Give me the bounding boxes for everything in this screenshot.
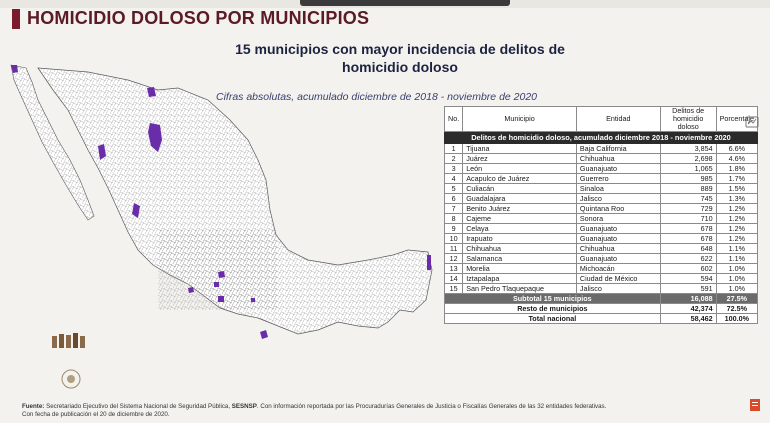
footer-sesnsp: SESNSP [231,403,257,410]
cell-delitos: 678 [660,224,716,234]
irapuato-highlight [214,282,219,287]
subtotal-row [445,294,758,304]
table-row [445,244,758,254]
table-caption: Delitos de homicidio doloso, acumulado diciembre 2018 - noviembre 2020 [445,132,758,144]
table-row [445,204,758,214]
resto-pct: 72.5% [716,304,757,314]
cell-no: 14 [445,274,463,284]
footer-line-1 [22,403,722,411]
cell-no: 10 [445,234,463,244]
cell-entidad: Guanajuato [576,254,660,264]
cell-pct: 1.2% [716,234,757,244]
col-header-porcentaje: Porcentaje [716,107,757,132]
col-header-delitos: Delitos de homicidio doloso [660,107,716,132]
cell-entidad: Guerrero [576,174,660,184]
cell-entidad: Guanajuato [576,224,660,234]
total-delitos: 58,462 [660,314,716,324]
cell-entidad: Guanajuato [576,164,660,174]
cell-delitos: 594 [660,274,716,284]
cell-municipio: Irapuato [463,234,577,244]
table-row [445,254,758,264]
total-pct: 100.0% [716,314,757,324]
subtitle-line-2: homicidio doloso [342,59,458,75]
cell-entidad: Chihuahua [576,244,660,254]
government-logo-icon [50,330,90,350]
cell-delitos: 2,698 [660,154,716,164]
cell-pct: 1.2% [716,224,757,234]
cell-entidad: Jalisco [576,194,660,204]
table-row [445,274,758,284]
morelia-highlight [218,296,224,302]
cell-pct: 1.7% [716,174,757,184]
title-accent-bar [12,9,20,29]
table-row [445,174,758,184]
cell-delitos: 985 [660,174,716,184]
cell-municipio: Cajeme [463,214,577,224]
source-footer [22,403,722,419]
cell-pct: 4.6% [716,154,757,164]
table-row [445,214,758,224]
homicide-table-container [444,106,758,324]
cell-municipio: Culiacán [463,184,577,194]
cell-pct: 1.0% [716,284,757,294]
cell-delitos: 678 [660,234,716,244]
cell-entidad: Baja California [576,144,660,154]
cell-entidad: Jalisco [576,284,660,294]
cell-delitos: 710 [660,214,716,224]
cell-municipio: San Pedro Tlaquepaque [463,284,577,294]
cell-pct: 1.5% [716,184,757,194]
cell-delitos: 648 [660,244,716,254]
top-bar [0,0,770,8]
cell-municipio: Juárez [463,154,577,164]
cell-no: 3 [445,164,463,174]
resto-row [445,304,758,314]
cell-delitos: 3,854 [660,144,716,154]
cell-delitos: 745 [660,194,716,204]
cell-delitos: 1,065 [660,164,716,174]
cell-delitos: 889 [660,184,716,194]
document-icon [748,398,762,412]
cell-municipio: León [463,164,577,174]
subtotal-pct: 27.5% [716,294,757,304]
footer-fuente-rest: . Con información reportada por las Procuradurías Generales de Justicia o Fiscalías Generales de las 32 entidades federativas. [256,403,607,410]
table-row [445,164,758,174]
guadalajara-highlight [188,287,194,293]
table-row [445,194,758,204]
cell-no: 15 [445,284,463,294]
cell-no: 8 [445,214,463,224]
cell-delitos: 729 [660,204,716,214]
cell-municipio: Salamanca [463,254,577,264]
iztapalapa-highlight [251,298,255,302]
national-seal-icon [60,368,82,390]
cell-no: 9 [445,224,463,234]
subtotal-label: Subtotal 15 municipios [445,294,661,304]
cell-no: 1 [445,144,463,154]
subtitle-line-1: 15 municipios con mayor incidencia de delitos de [235,41,565,57]
cell-no: 5 [445,184,463,194]
cell-municipio: Acapulco de Juárez [463,174,577,184]
table-row [445,154,758,164]
cell-pct: 6.6% [716,144,757,154]
table-row [445,224,758,234]
cell-entidad: Sonora [576,214,660,224]
resto-label: Resto de municipios [445,304,661,314]
cell-entidad: Guanajuato [576,234,660,244]
benito-juarez-highlight [427,255,431,270]
total-row [445,314,758,324]
col-header-entidad: Entidad [576,107,660,132]
cell-delitos: 602 [660,264,716,274]
cell-municipio: Morelia [463,264,577,274]
cell-entidad: Sinaloa [576,184,660,194]
table-row [445,234,758,244]
cell-pct: 1.0% [716,264,757,274]
cell-no: 6 [445,194,463,204]
table-row [445,144,758,154]
acapulco-highlight [260,330,268,339]
total-label: Total nacional [445,314,661,324]
cell-municipio: Chihuahua [463,244,577,254]
footer-fuente-text: Secretariado Ejecutivo del Sistema Nacional de Seguridad Pública, [44,403,232,410]
cell-pct: 1.1% [716,254,757,264]
cell-municipio: Iztapalapa [463,274,577,284]
cell-no: 4 [445,174,463,184]
cell-entidad: Quintana Roo [576,204,660,214]
cell-delitos: 622 [660,254,716,264]
table-row [445,284,758,294]
footer-date: Con fecha de publicación el 20 de diciembre de 2020. [22,411,170,418]
homicide-table [444,106,758,324]
page-title: HOMICIDIO DOLOSO POR MUNICIPIOS [27,8,370,28]
col-header-municipio: Municipio [463,107,577,132]
cell-no: 11 [445,244,463,254]
cell-pct: 1.0% [716,274,757,284]
cell-no: 7 [445,204,463,214]
cell-entidad: Ciudad de México [576,274,660,284]
subtotal-delitos: 16,088 [660,294,716,304]
cell-entidad: Chihuahua [576,154,660,164]
cell-municipio: Guadalajara [463,194,577,204]
footer-fuente-label: Fuente: [22,403,45,410]
cell-entidad: Michoacán [576,264,660,274]
cell-pct: 1.3% [716,194,757,204]
cell-pct: 1.1% [716,244,757,254]
cell-pct: 1.2% [716,214,757,224]
cell-no: 12 [445,254,463,264]
cell-municipio: Benito Juárez [463,204,577,214]
cell-pct: 1.2% [716,204,757,214]
tijuana-highlight [11,65,18,73]
period-note: Cifras absolutas, acumulado diciembre de 2018 - noviembre de 2020 [216,91,538,103]
cell-no: 13 [445,264,463,274]
cell-pct: 1.8% [716,164,757,174]
resto-delitos: 42,374 [660,304,716,314]
cell-no: 2 [445,154,463,164]
cell-delitos: 591 [660,284,716,294]
col-header-no: No. [445,107,463,132]
cell-municipio: Celaya [463,224,577,234]
table-row [445,184,758,194]
table-row [445,264,758,274]
leon-highlight [218,271,225,278]
cell-municipio: Tijuana [463,144,577,154]
table-header-row [445,107,758,132]
video-top-overlay [300,0,510,6]
chart-link-icon [745,116,759,128]
